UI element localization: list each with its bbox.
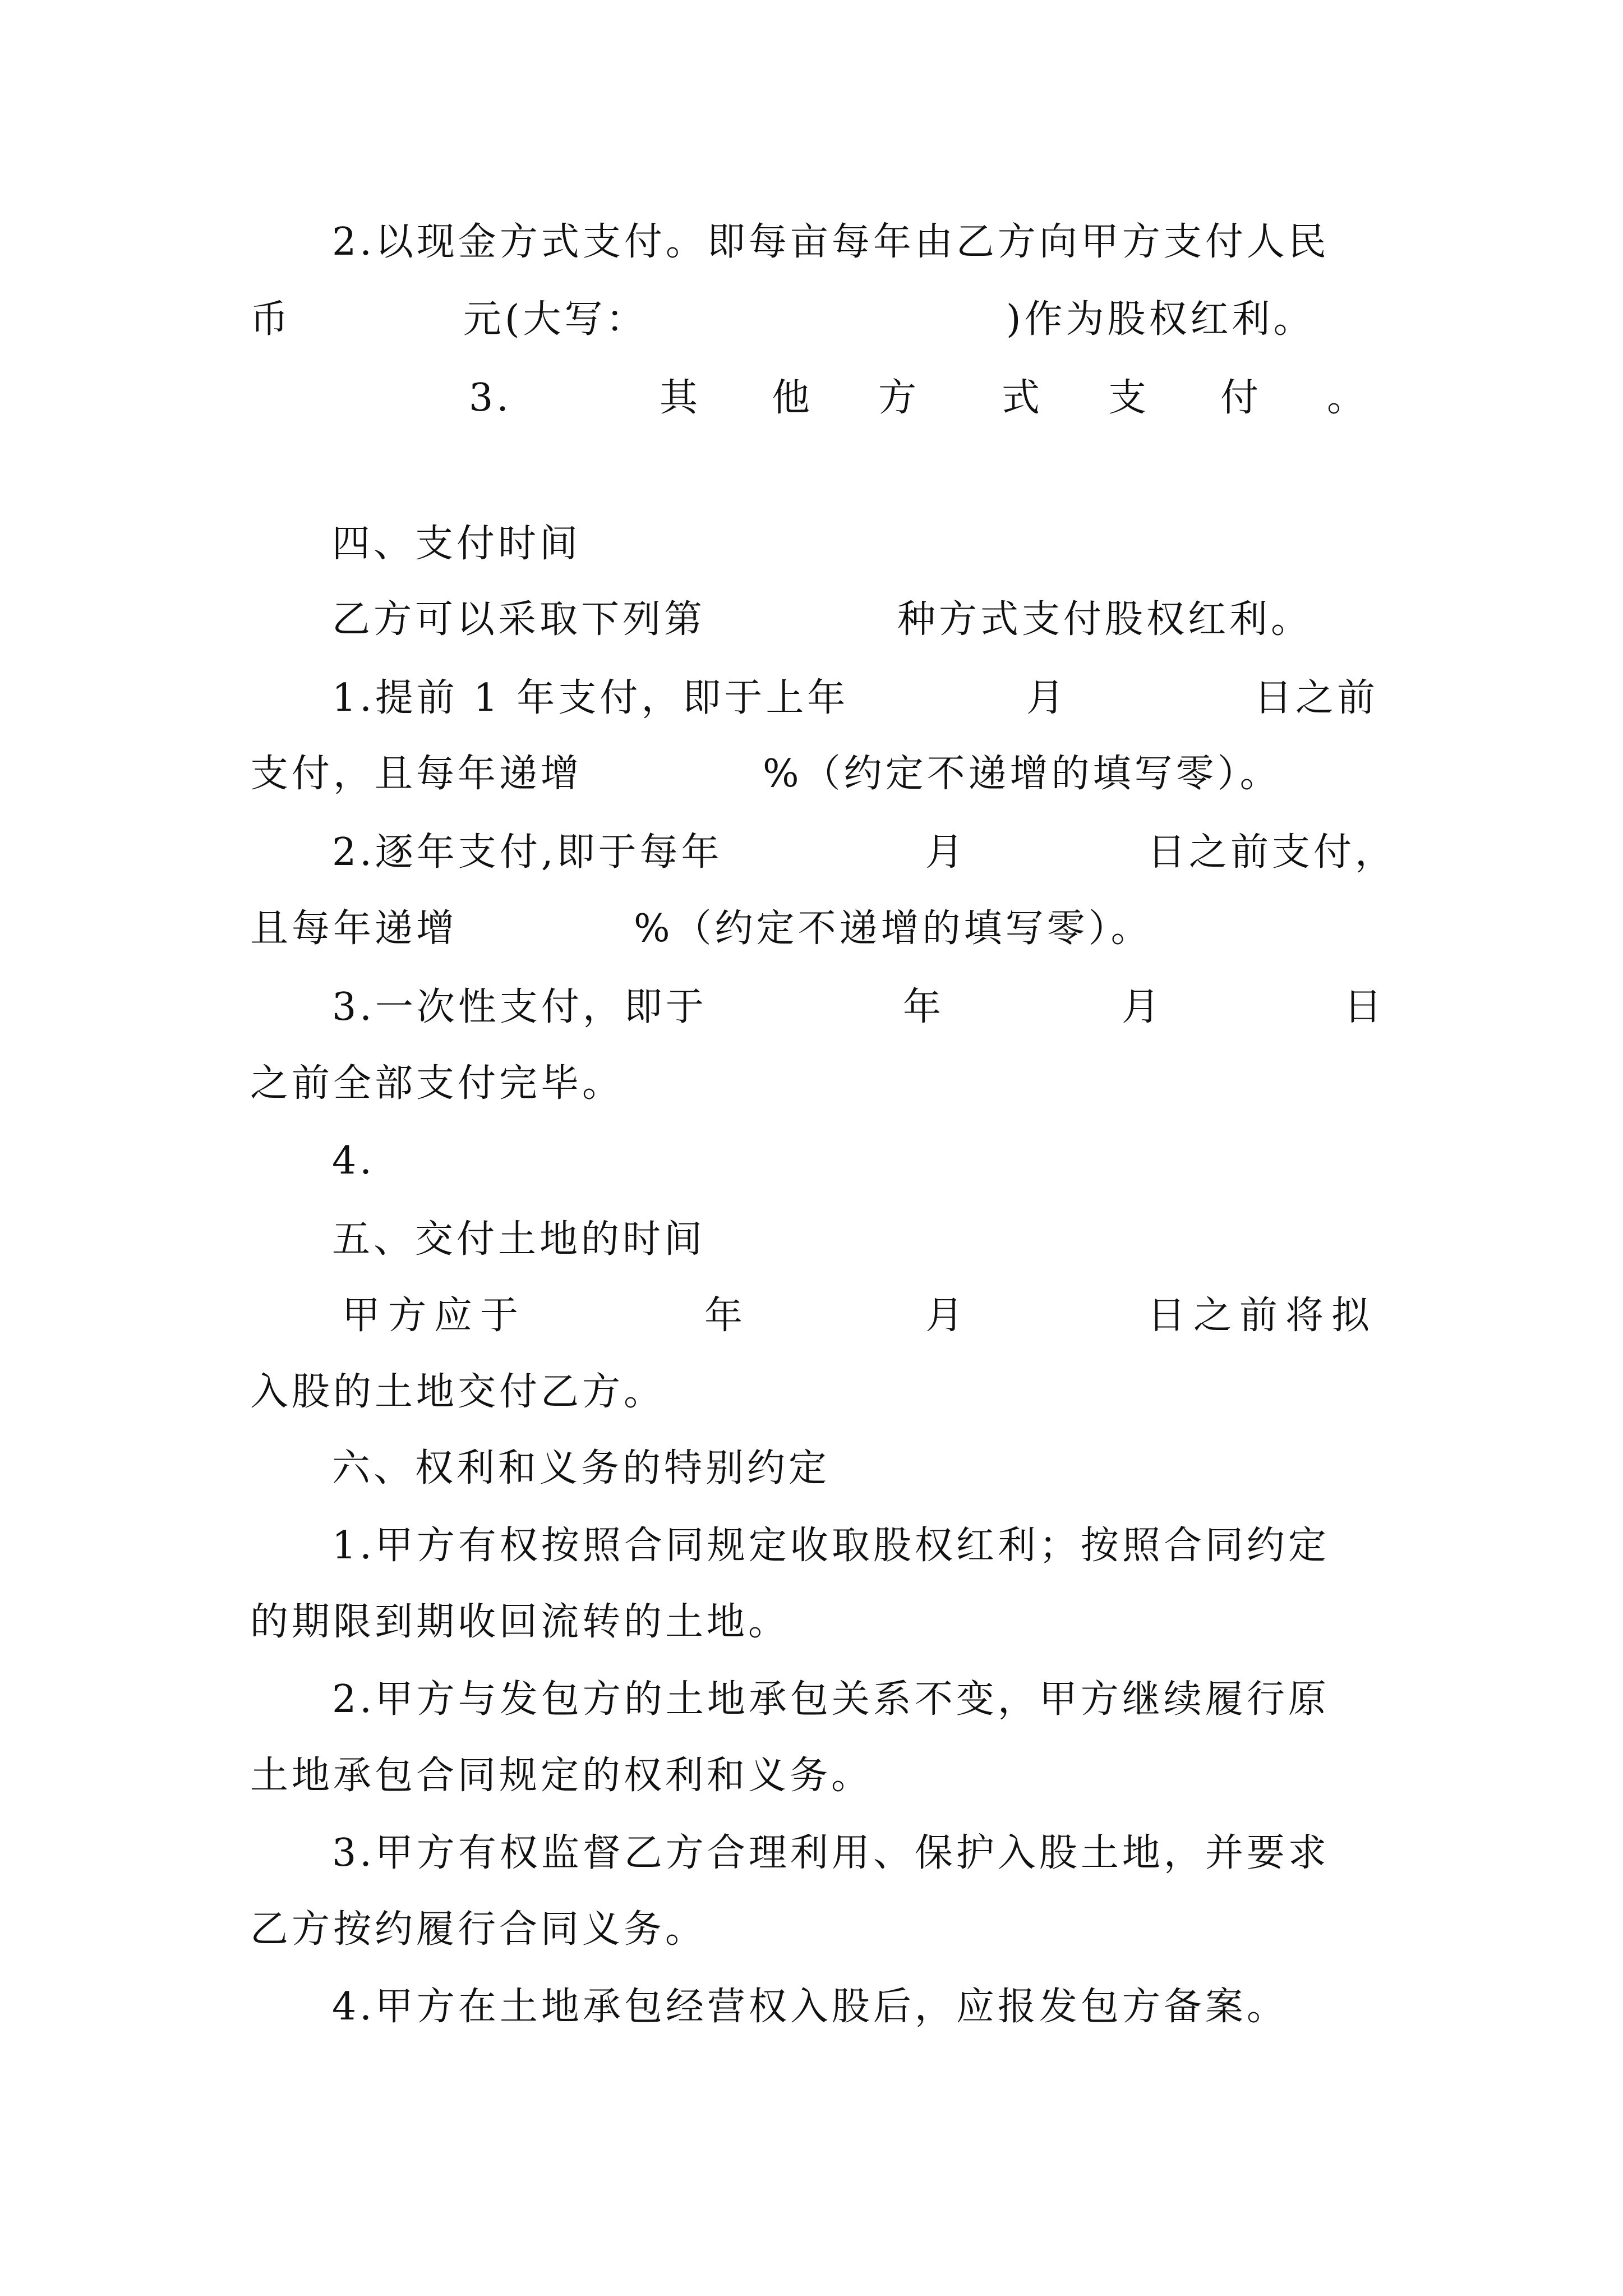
payment-method-3-number: 3.: [469, 376, 512, 420]
year-label: 年: [903, 985, 945, 1029]
payment-time-3-text-2: 之前全部支付完毕。: [250, 1061, 624, 1106]
justified-char: 付: [1220, 376, 1262, 420]
payment-time-1-line-2: [0, 740, 1623, 808]
payment-time-3-text: 3.一次性支付，即于: [332, 985, 707, 1029]
payment-time-4-number: 4.: [332, 1139, 375, 1183]
payment-method-2-line-2: [0, 286, 1623, 353]
payment-method-2-line-1: [332, 209, 1330, 276]
month-label: 月: [1026, 676, 1068, 720]
rights-3-text: 3.甲方有权监督乙方合理利用、保护入股土地，并要求: [332, 1831, 1330, 1875]
justified-char: 方: [878, 376, 920, 420]
section-heading-text: 四、支付时间: [332, 522, 582, 566]
rights-1-line-2: [250, 1589, 790, 1656]
day-label: 日: [1344, 985, 1386, 1029]
payment-time-2-line-2: [0, 895, 1623, 963]
payment-time-4-line: [332, 1128, 375, 1195]
section-heading-rights-obligations: [332, 1435, 830, 1502]
payment-time-intro-text-2: 种方式支付股权红利。: [897, 597, 1313, 642]
dividend-label: )作为股权红利。: [1006, 297, 1315, 342]
rights-2-text: 2.甲方与发包方的土地承包关系不变，甲方继续履行原: [332, 1677, 1330, 1722]
payment-time-2-text: 2.逐年支付,即于每年: [332, 830, 723, 875]
justified-char: 式: [1002, 376, 1044, 420]
percent-note: %（约定不递增的填写零）。: [634, 907, 1152, 951]
justified-char: 其: [660, 376, 702, 420]
day-before-label: 日之前支付，: [1147, 830, 1397, 875]
month-label: 月: [925, 1294, 967, 1338]
payment-time-1-text: 1.提前 1 年支付，即于上年: [332, 676, 849, 720]
payment-method-3-line: [0, 365, 1623, 432]
rights-3-line-2: [250, 1896, 707, 1963]
year-label: 年: [704, 1294, 746, 1338]
section-heading-text: 五、交付土地的时间: [332, 1217, 706, 1262]
justified-char: 他: [772, 376, 814, 420]
rights-2-line-1: [332, 1666, 1330, 1733]
rights-2-text-2: 土地承包合同规定的权利和义务。: [250, 1754, 873, 1798]
land-delivery-line-1: [0, 1282, 1623, 1350]
justified-char: 。: [1327, 376, 1369, 420]
annual-increase-label: 且每年递增: [250, 907, 458, 951]
month-label: 月: [925, 830, 967, 875]
annual-increase-label: 支付，且每年递增: [250, 752, 583, 796]
payment-time-intro-line: [0, 586, 1623, 654]
land-delivery-text-2: 入股的土地交付乙方。: [250, 1370, 666, 1414]
day-before-label: 日之前将拟: [1147, 1294, 1378, 1338]
rights-1-text: 1.甲方有权按照合同规定收取股权红利；按照合同约定: [332, 1524, 1330, 1568]
land-delivery-text: 甲方应于: [342, 1294, 527, 1338]
day-before-label: 日之前: [1254, 676, 1379, 720]
payment-time-1-line-1: [0, 665, 1623, 732]
payment-time-intro-text: 乙方可以采取下列第: [332, 597, 706, 642]
percent-note: %（约定不递增的填写零）。: [763, 752, 1281, 796]
rights-2-line-2: [250, 1742, 873, 1810]
rights-4-line-1: [332, 1973, 1288, 2041]
section-heading-text: 六、权利和义务的特别约定: [332, 1446, 831, 1490]
currency-label: 币: [250, 297, 292, 342]
land-delivery-line-2: [250, 1359, 665, 1426]
month-label: 月: [1122, 985, 1164, 1029]
justified-char: 支: [1108, 376, 1150, 420]
payment-time-2-line-1: [0, 819, 1623, 886]
rights-3-line-1: [332, 1820, 1330, 1887]
payment-time-3-line-2: [250, 1050, 624, 1117]
payment-method-2-text: 2.以现金方式支付。即每亩每年由乙方向甲方支付人民: [332, 220, 1330, 264]
rights-4-text: 4.甲方在土地承包经营权入股后，应报发包方备案。: [332, 1985, 1288, 2029]
rights-1-text-2: 的期限到期收回流转的土地。: [250, 1600, 790, 1644]
section-heading-land-delivery: [332, 1206, 706, 1273]
rights-3-text-2: 乙方按约履行合同义务。: [250, 1907, 707, 1952]
yuan-uppercase-label: 元(大写：: [463, 297, 648, 342]
rights-1-line-1: [332, 1512, 1330, 1580]
section-heading-payment-time: [332, 510, 581, 578]
payment-time-3-line-1: [0, 974, 1623, 1041]
